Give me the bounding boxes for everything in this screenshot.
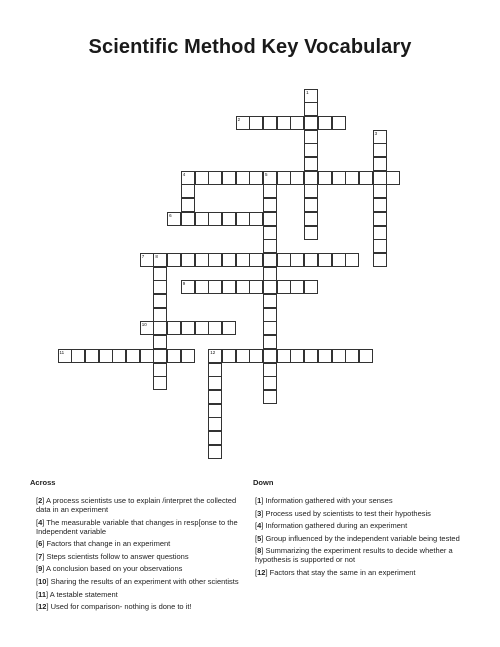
- crossword-cell[interactable]: [277, 280, 291, 294]
- crossword-cell[interactable]: [167, 349, 181, 363]
- down-clue: [1] Information gathered with your senses: [255, 496, 393, 505]
- crossword-cell[interactable]: [249, 349, 263, 363]
- crossword-cell[interactable]: [208, 280, 222, 294]
- crossword-cell[interactable]: [277, 116, 291, 130]
- crossword-cell[interactable]: [373, 171, 387, 185]
- crossword-cell[interactable]: [263, 280, 277, 294]
- crossword-cell[interactable]: [195, 280, 209, 294]
- down-clue: [5] Group influenced by the independent variable being tested: [255, 533, 460, 543]
- crossword-cell[interactable]: [222, 280, 236, 294]
- crossword-cell[interactable]: [249, 212, 263, 226]
- crossword-cell[interactable]: [167, 321, 181, 335]
- crossword-cell[interactable]: [249, 253, 263, 267]
- across-clue: [6] Factors that change in an experiment: [36, 539, 171, 549]
- crossword-cell[interactable]: [373, 226, 387, 240]
- crossword-cell[interactable]: [222, 171, 236, 185]
- crossword-cell[interactable]: [373, 198, 387, 212]
- crossword-cell[interactable]: [263, 335, 277, 349]
- crossword-cell[interactable]: [263, 349, 277, 363]
- crossword-cell[interactable]: [304, 130, 318, 144]
- crossword-cell[interactable]: [222, 212, 236, 226]
- crossword-cell[interactable]: [290, 116, 304, 130]
- crossword-cell[interactable]: [181, 184, 195, 198]
- crossword-cell[interactable]: [208, 171, 222, 185]
- down-clue: [3] Process used by scientists to test their hypothesis: [255, 508, 431, 518]
- crossword-cell[interactable]: [373, 184, 387, 198]
- crossword-cell[interactable]: [263, 226, 277, 240]
- crossword-cell[interactable]: [181, 171, 195, 185]
- crossword-cell[interactable]: [304, 143, 318, 157]
- crossword-cell[interactable]: [304, 212, 318, 226]
- crossword-cell[interactable]: [99, 349, 113, 363]
- crossword-cell[interactable]: [304, 226, 318, 240]
- crossword-cell[interactable]: [290, 171, 304, 185]
- crossword-cell[interactable]: [71, 349, 85, 363]
- crossword-cell[interactable]: [249, 116, 263, 130]
- crossword-cell[interactable]: [236, 280, 250, 294]
- crossword-cell[interactable]: [263, 116, 277, 130]
- crossword-cell[interactable]: [153, 321, 167, 335]
- crossword-cell[interactable]: [373, 212, 387, 226]
- crossword-cell[interactable]: [345, 171, 359, 185]
- crossword-cell[interactable]: [126, 349, 140, 363]
- crossword-cell[interactable]: [112, 349, 126, 363]
- crossword-cell[interactable]: [195, 321, 209, 335]
- crossword-cell[interactable]: [304, 184, 318, 198]
- crossword-cell[interactable]: [332, 349, 346, 363]
- crossword-cell[interactable]: [249, 171, 263, 185]
- crossword-cell[interactable]: [153, 267, 167, 281]
- crossword-cell[interactable]: [208, 363, 222, 377]
- crossword-cell[interactable]: [208, 390, 222, 404]
- crossword-cell[interactable]: [222, 253, 236, 267]
- cell-number: 2: [237, 116, 241, 122]
- crossword-cell[interactable]: [181, 321, 195, 335]
- crossword-cell[interactable]: [153, 363, 167, 377]
- cell-number: 7: [141, 253, 145, 259]
- crossword-cell[interactable]: [181, 212, 195, 226]
- crossword-cell[interactable]: [345, 349, 359, 363]
- across-clue: [2] A process scientists use to explain /interpret the collected data in an experiment: [36, 496, 237, 514]
- crossword-cell[interactable]: [153, 335, 167, 349]
- crossword-cell[interactable]: [373, 157, 387, 171]
- crossword-cell[interactable]: [304, 157, 318, 171]
- crossword-cell[interactable]: [222, 321, 236, 335]
- crossword-cell[interactable]: [318, 253, 332, 267]
- crossword-cell[interactable]: [290, 280, 304, 294]
- crossword-cell[interactable]: [304, 280, 318, 294]
- across-clue: [11] A testable statement: [36, 589, 118, 599]
- crossword-cell[interactable]: [263, 212, 277, 226]
- cell-number: 8: [155, 253, 158, 259]
- crossword-cell[interactable]: [263, 171, 277, 185]
- crossword-cell[interactable]: [208, 349, 222, 363]
- crossword-cell[interactable]: [236, 171, 250, 185]
- crossword-cell[interactable]: [181, 349, 195, 363]
- crossword-cell[interactable]: [153, 294, 167, 308]
- crossword-cell[interactable]: [140, 349, 154, 363]
- crossword-cell[interactable]: [373, 143, 387, 157]
- crossword-cell[interactable]: [208, 445, 222, 459]
- crossword-cell[interactable]: [263, 267, 277, 281]
- crossword-cell[interactable]: [153, 349, 167, 363]
- across-clue: [9] A conclusion based on your observations: [36, 564, 183, 574]
- crossword-cell[interactable]: [208, 431, 222, 445]
- across-clue: [12] Used for comparison- nothing is done to it!: [36, 602, 192, 612]
- crossword-cell[interactable]: [208, 321, 222, 335]
- cell-number: 1: [306, 89, 309, 95]
- crossword-cell[interactable]: [304, 198, 318, 212]
- crossword-cell[interactable]: [263, 390, 277, 404]
- cell-number: 4: [182, 171, 186, 177]
- crossword-cell[interactable]: [208, 376, 222, 390]
- crossword-cell[interactable]: [263, 239, 277, 253]
- crossword-cell[interactable]: [359, 171, 373, 185]
- crossword-cell[interactable]: [318, 116, 332, 130]
- cell-number: 12: [210, 349, 216, 355]
- crossword-cell[interactable]: [236, 212, 250, 226]
- crossword-cell[interactable]: [304, 89, 318, 103]
- crossword-cell[interactable]: [263, 294, 277, 308]
- crossword-cell[interactable]: [373, 239, 387, 253]
- crossword-cell[interactable]: [195, 171, 209, 185]
- down-clues-list: [255, 496, 470, 581]
- crossword-cell[interactable]: [373, 130, 387, 144]
- crossword-cell[interactable]: [304, 349, 318, 363]
- crossword-cell[interactable]: [277, 349, 291, 363]
- cell-number: 5: [265, 171, 268, 177]
- crossword-cell[interactable]: [318, 349, 332, 363]
- crossword-cell[interactable]: [236, 253, 250, 267]
- crossword-cell[interactable]: [140, 253, 154, 267]
- crossword-cell[interactable]: [332, 253, 346, 267]
- cell-number: 9: [182, 281, 186, 287]
- down-clue: [8] Summarizing the experiment results to decide whether a hypothesis is supported or not: [255, 546, 453, 565]
- crossword-cell[interactable]: [263, 376, 277, 390]
- crossword-cell[interactable]: [85, 349, 99, 363]
- crossword-cell[interactable]: [167, 212, 181, 226]
- crossword-cell[interactable]: [290, 253, 304, 267]
- crossword-cell[interactable]: [318, 171, 332, 185]
- crossword-cell[interactable]: [332, 171, 346, 185]
- crossword-cell[interactable]: [153, 376, 167, 390]
- crossword-cell[interactable]: [263, 321, 277, 335]
- crossword-cell[interactable]: [332, 116, 346, 130]
- crossword-cell[interactable]: [208, 212, 222, 226]
- across-clue: [4] The measurable variable that changes in resp[onse to the Independent variable: [36, 517, 238, 536]
- crossword-cell[interactable]: [277, 171, 291, 185]
- crossword-cell[interactable]: [263, 363, 277, 377]
- crossword-cell[interactable]: [277, 253, 291, 267]
- down-heading: Down: [253, 478, 274, 487]
- crossword-cell[interactable]: [181, 198, 195, 212]
- crossword-cell[interactable]: [304, 171, 318, 185]
- crossword-cell[interactable]: [58, 349, 72, 363]
- cell-number: 6: [169, 212, 172, 218]
- crossword-cell[interactable]: [249, 280, 263, 294]
- cell-number: 3: [374, 130, 378, 136]
- crossword-cell[interactable]: [263, 198, 277, 212]
- crossword-cell[interactable]: [140, 321, 154, 335]
- crossword-cell[interactable]: [208, 404, 222, 418]
- crossword-cell[interactable]: [167, 253, 181, 267]
- crossword-cell[interactable]: [304, 102, 318, 116]
- crossword-cell[interactable]: [236, 349, 250, 363]
- page-title: Scientific Method Key Vocabulary: [88, 36, 412, 58]
- crossword-cell[interactable]: [153, 253, 167, 267]
- crossword-cell[interactable]: [304, 253, 318, 267]
- crossword-cell[interactable]: [304, 116, 318, 130]
- crossword-cell[interactable]: [359, 349, 373, 363]
- crossword-cell[interactable]: [208, 253, 222, 267]
- crossword-cell[interactable]: [263, 184, 277, 198]
- across-clue: [10] Sharing the results of an experiment with other scientists: [36, 576, 239, 586]
- crossword-cell[interactable]: [181, 280, 195, 294]
- across-clue: [7] Steps scientists follow to answer questions: [36, 551, 189, 561]
- crossword-cell[interactable]: [373, 253, 387, 267]
- crossword-cell[interactable]: [195, 212, 209, 226]
- crossword-cell[interactable]: [208, 417, 222, 431]
- cell-number: 11: [59, 349, 65, 355]
- crossword-cell[interactable]: [153, 280, 167, 294]
- crossword-cell[interactable]: [195, 253, 209, 267]
- crossword-cell[interactable]: [345, 253, 359, 267]
- crossword-cell[interactable]: [153, 308, 167, 322]
- crossword-cell[interactable]: [263, 308, 277, 322]
- crossword-cell[interactable]: [236, 116, 250, 130]
- across-heading: Across: [30, 478, 56, 487]
- across-clues-list: [36, 496, 251, 615]
- crossword-cell[interactable]: [222, 349, 236, 363]
- crossword-cell[interactable]: [181, 253, 195, 267]
- crossword-cell[interactable]: [290, 349, 304, 363]
- crossword-cell[interactable]: [386, 171, 400, 185]
- crossword-cell[interactable]: [263, 253, 277, 267]
- down-clue: [4] Information gathered during an experiment: [255, 521, 408, 531]
- down-clue: [12] Factors that stay the same in an experiment: [255, 567, 416, 577]
- cell-number: 10: [141, 322, 147, 328]
